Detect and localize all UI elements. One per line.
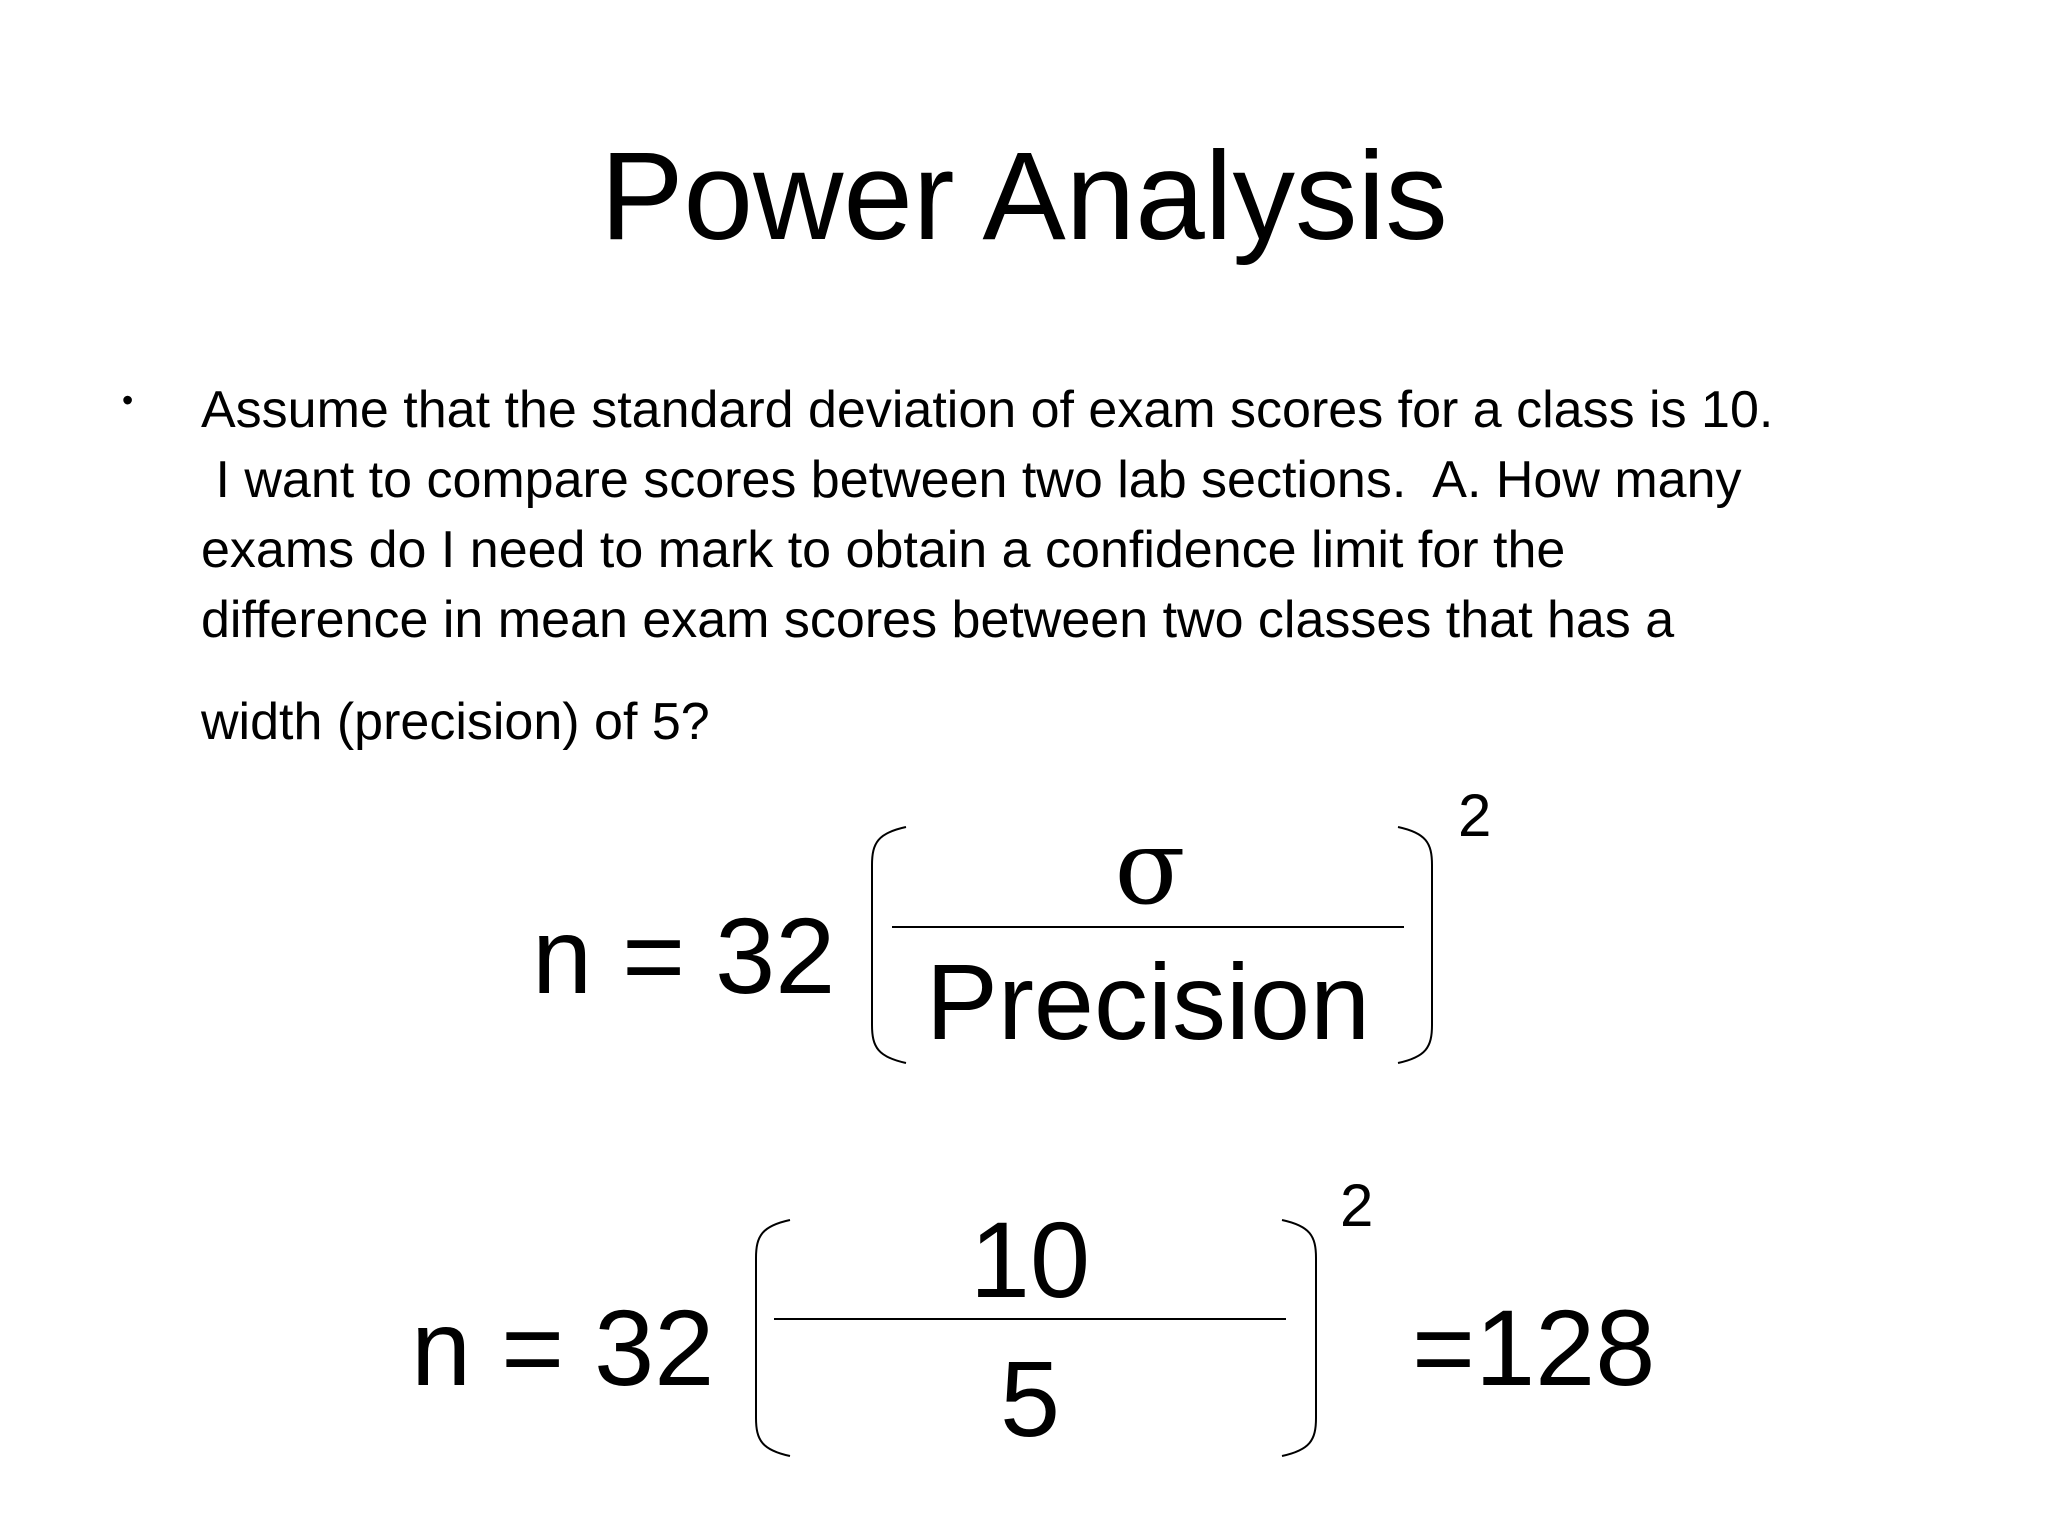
formula-denominator: Precision <box>925 941 1371 1062</box>
formula-numerator: 10 <box>969 1199 1091 1320</box>
bullet-marker: • <box>122 382 134 418</box>
formula-lhs: n = 32 <box>411 1287 715 1408</box>
right-paren-icon <box>1280 1218 1320 1458</box>
question-text <box>201 375 1981 757</box>
fraction-bar <box>774 1318 1286 1320</box>
left-paren-icon <box>752 1218 792 1458</box>
fraction-bar <box>892 926 1404 928</box>
formula-numerator: σ <box>1114 806 1186 928</box>
slide-title: Power Analysis <box>600 127 1448 266</box>
formula-exponent: 2 <box>1340 1172 1374 1239</box>
question-line: width (precision) of 5? <box>201 693 710 751</box>
question-line: I want to compare scores between two lab sections. A. How many <box>201 451 1742 509</box>
formula-exponent: 2 <box>1458 782 1492 849</box>
formula-lhs: n = 32 <box>532 895 836 1016</box>
question-line: difference in mean exam scores between two classes that has a <box>201 591 1675 649</box>
question-line: exams do I need to mark to obtain a confidence limit for the <box>201 521 1566 579</box>
formula-result: =128 <box>1412 1287 1656 1408</box>
right-paren-icon <box>1396 825 1436 1065</box>
question-line: Assume that the standard deviation of exam scores for a class is 10. <box>201 381 1774 439</box>
formula-denominator: 5 <box>999 1338 1061 1459</box>
